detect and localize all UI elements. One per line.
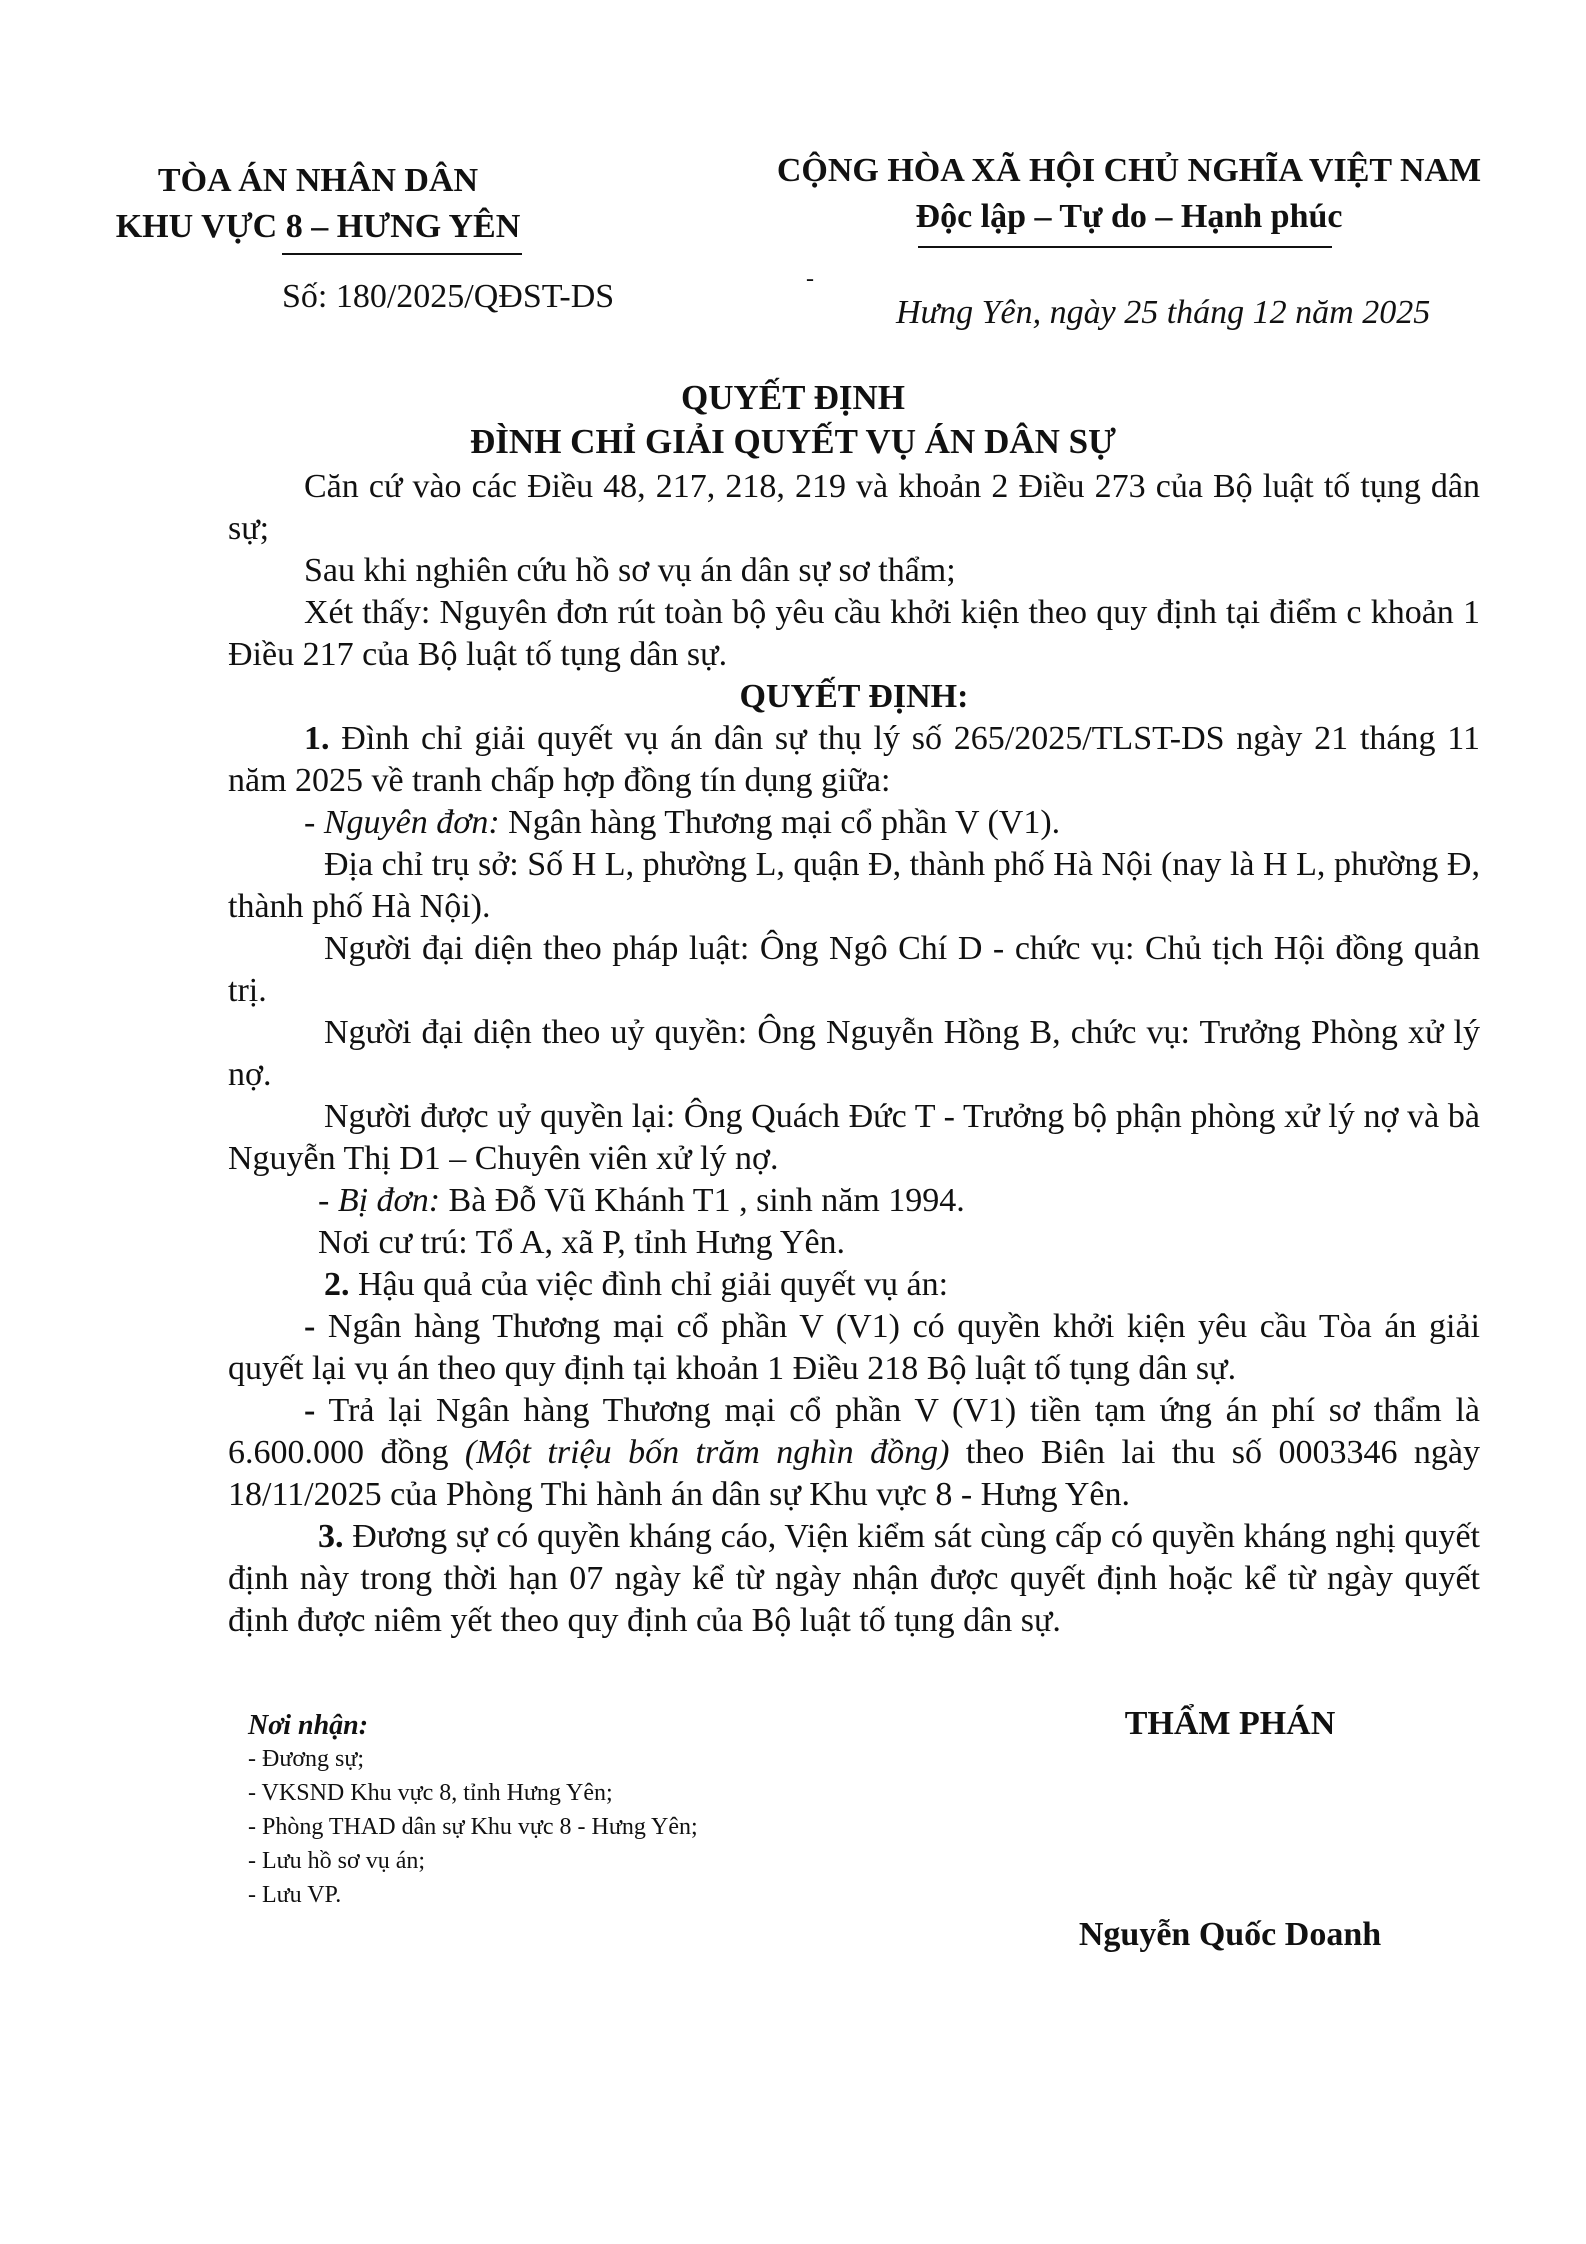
item-3-number: 3.: [318, 1518, 344, 1555]
recipient-item: - Đương sự;: [248, 1746, 365, 1772]
recipient-item: - VKSND Khu vực 8, tỉnh Hưng Yên;: [248, 1780, 613, 1806]
document-number: Số: 180/2025/QĐST-DS: [282, 278, 615, 315]
court-name-line1: TÒA ÁN NHÂN DÂN: [157, 162, 479, 199]
stray-dash: -: [806, 266, 814, 292]
preamble-finding: Xét thấy: Nguyên đơn rút toàn bộ yêu cầu khởi kiện theo quy định tại điểm c khoản 1 Điều 217 của Bộ luật tố tụng dân sự.: [228, 594, 1480, 673]
document-title: QUYẾT ĐỊNH: [681, 378, 905, 417]
item-2-number: 2.: [324, 1266, 350, 1303]
consequence-2-amount-words: (Một triệu bốn trăm nghìn đồng): [464, 1434, 950, 1471]
judge-title: THẨM PHÁN: [1124, 1705, 1336, 1742]
recipient-item: - Phòng THAD dân sự Khu vực 8 - Hưng Yên;: [248, 1814, 698, 1840]
plaintiff-line: - Nguyên đơn: Ngân hàng Thương mại cổ phần V (V1).: [304, 804, 1061, 841]
defendant-residence: Nơi cư trú: Tổ A, xã P, tỉnh Hưng Yên.: [318, 1224, 846, 1261]
preamble-review: Sau khi nghiên cứu hồ sơ vụ án dân sự sơ thẩm;: [304, 552, 956, 589]
consequence-2-text-b: theo Biên lai thu số 0003346 ngày 18/11/2025 của Phòng Thi hành án dân sự Khu vực 8 - Hưng Yên.: [228, 1434, 1480, 1513]
item-2-text: Hậu quả của việc đình chỉ giải quyết vụ án:: [349, 1266, 949, 1303]
item-3: [228, 1516, 1480, 1642]
date-place: Hưng Yên, ngày 25 tháng 12 năm 2025: [896, 294, 1431, 331]
consequence-1-text: Ngân hàng Thương mại cổ phần V (V1) có quyền khởi kiện yêu cầu Tòa án giải quyết lại vụ án theo quy định tại khoản 1 Điều 218 Bộ luật tố tụng dân sự.: [228, 1308, 1480, 1387]
consequence-1: - Ngân hàng Thương mại cổ phần V (V1) có quyền khởi kiện yêu cầu Tòa án giải quyết lại vụ án theo quy định tại khoản 1 Điều 218 Bộ luật tố tụng dân sự.: [228, 1308, 1480, 1387]
judge-name: Nguyễn Quốc Doanh: [1078, 1916, 1382, 1953]
legal-representative: Người đại diện theo pháp luật: Ông Ngô Chí D - chức vụ: Chủ tịch Hội đồng quản trị.: [228, 930, 1480, 1009]
recipient-item: - Lưu VP.: [248, 1882, 342, 1908]
national-title: CỘNG HÒA XÃ HỘI CHỦ NGHĨA VIỆT NAM: [776, 152, 1482, 189]
court-name-underline: [282, 253, 522, 255]
item-1: [228, 718, 1480, 802]
national-motto: Độc lập – Tự do – Hạnh phúc: [915, 198, 1343, 235]
authorized-representative: Người đại diện theo uỷ quyền: Ông Nguyễn Hồng B, chức vụ: Trưởng Phòng xử lý nợ.: [228, 1014, 1480, 1093]
item-2: [228, 1264, 1480, 1306]
item-1-text: Đình chỉ giải quyết vụ án dân sự thụ lý số 265/2025/TLST-DS ngày 21 tháng 11 năm 2025 về tranh chấp hợp đồng tín dụng giữa:: [228, 720, 1480, 799]
recipients-list: [248, 1742, 698, 1912]
document-subtitle: ĐÌNH CHỈ GIẢI QUYẾT VỤ ÁN DÂN SỰ: [470, 422, 1116, 461]
defendant-name: Bà Đỗ Vũ Khánh T1 , sinh năm 1994.: [440, 1182, 965, 1219]
document-body: [228, 466, 1480, 1642]
defendant-line: - Bị đơn: Bà Đỗ Vũ Khánh T1 , sinh năm 1994.: [318, 1182, 965, 1219]
sub-authorized-representative: Người được uỷ quyền lại: Ông Quách Đức T - Trưởng bộ phận phòng xử lý nợ và bà Nguyễn Thị D1 – Chuyên viên xử lý nợ.: [228, 1098, 1480, 1177]
recipients-title: Nơi nhận:: [248, 1710, 369, 1741]
court-name-line2: KHU VỰC 8 – HƯNG YÊN: [115, 208, 521, 245]
plaintiff-label: Nguyên đơn:: [323, 804, 500, 841]
item-3-text: Đương sự có quyền kháng cáo, Viện kiểm sát cùng cấp có quyền kháng nghị quyết định này trong thời hạn 07 ngày kể từ ngày nhận được quyết định hoặc kể từ ngày quyết định được niêm yết theo quy định của Bộ luật tố tụng dân sự.: [228, 1518, 1480, 1639]
motto-underline: [918, 246, 1332, 248]
decision-heading: QUYẾT ĐỊNH:: [739, 678, 969, 715]
defendant-label: Bị đơn:: [337, 1182, 441, 1219]
recipients-block: [248, 1710, 698, 1912]
recipient-item: - Lưu hồ sơ vụ án;: [248, 1848, 426, 1874]
plaintiff-address: Địa chỉ trụ sở: Số H L, phường L, quận Đ, thành phố Hà Nội (nay là H L, phường Đ, thành phố Hà Nội).: [228, 846, 1480, 925]
item-1-number: 1.: [304, 720, 330, 757]
preamble-legal-basis: Căn cứ vào các Điều 48, 217, 218, 219 và khoản 2 Điều 273 của Bộ luật tố tụng dân sự;: [228, 468, 1480, 547]
consequence-2: - Trả lại Ngân hàng Thương mại cổ phần V (V1) tiền tạm ứng án phí sơ thẩm là 6.600.000 đồng (Một triệu bốn trăm nghìn đồng) theo Biên lai thu số 0003346 ngày 18/11/2025 của Phòng Thi hành án dân sự Khu vực 8 - Hưng Yên.: [228, 1392, 1480, 1513]
consequence-2-text-a: Trả lại Ngân hàng Thương mại cổ phần V (V1) tiền tạm ứng án phí sơ thẩm là 6.600.000 đồng: [228, 1392, 1480, 1471]
plaintiff-name: Ngân hàng Thương mại cổ phần V (V1).: [499, 804, 1061, 841]
